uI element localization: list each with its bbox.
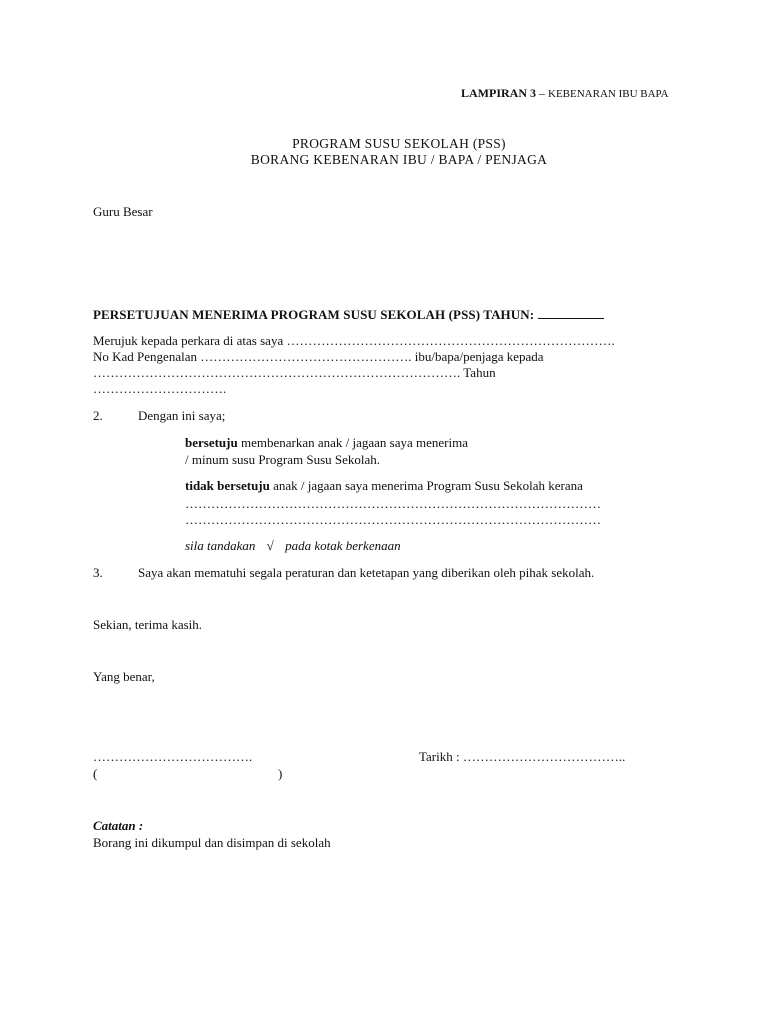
tahun-blank [538, 306, 604, 319]
section-title-text: PERSETUJUAN MENERIMA PROGRAM SUSU SEKOLAH (PSS) TAHUN: [93, 307, 538, 322]
checkmark-icon: √ [266, 538, 274, 553]
form-title-line2: BORANG KEBENARAN IBU / BAPA / PENJAGA [250, 152, 548, 167]
paragraph1-line3: …………………………………………………………………………. Tahun [93, 365, 496, 380]
yang-benar: Yang benar, [93, 669, 155, 684]
lampiran-separator: – [536, 86, 548, 100]
option-disagree-rest: anak / jagaan saya menerima Program Susu Sekolah kerana [269, 478, 583, 493]
point3-text: Saya akan mematuhi segala peraturan dan ketetapan yang diberikan oleh pihak sekolah. [138, 565, 595, 580]
paragraph1-line4: …………………………. [93, 381, 227, 396]
option-disagree-dots2: …………………………………………………………………………………… [185, 512, 601, 527]
option-agree-rest: membenarkan anak / jagaan saya menerima [237, 435, 468, 450]
paragraph1-line1: Merujuk kepada perkara di atas saya …………………………………………………………………. [93, 333, 615, 348]
tarikh-field [419, 749, 625, 765]
check-instruction-part1: sila tandakan [185, 538, 256, 553]
check-instruction-part2: pada kotak berkenaan [285, 538, 401, 553]
tarikh-label: Tarikh : [419, 749, 463, 764]
lampiran-label: LAMPIRAN 3 [461, 86, 536, 100]
name-paren-close: ) [278, 766, 283, 781]
option-agree-line2: / minum susu Program Susu Sekolah. [185, 452, 381, 467]
option-disagree-bold: tidak bersetuju [185, 478, 270, 493]
section-title [93, 306, 604, 323]
lampiran-title: KEBENARAN IBU BAPA [548, 88, 669, 100]
option-disagree-dots1: …………………………………………………………………………………… [185, 496, 601, 511]
point2-text: Dengan ini saya; [138, 408, 226, 423]
paragraph1-line2: No Kad Pengenalan …………………………………………. ibu/bapa/penjaga kepada [93, 349, 544, 364]
point3-number: 3. [93, 565, 103, 580]
point2-number: 2. [93, 408, 103, 423]
name-paren-open: ( [93, 766, 98, 781]
lampiran-header [461, 85, 669, 102]
option-agree-line1 [185, 435, 468, 451]
closing-text: Sekian, terima kasih. [93, 617, 203, 632]
catatan-label: Catatan : [93, 818, 144, 833]
tarikh-dots: ……………………………….. [462, 749, 626, 764]
signature-line: ………………………………. [93, 749, 253, 764]
check-instruction [185, 538, 401, 554]
form-title-line1: PROGRAM SUSU SEKOLAH (PSS) [292, 136, 506, 151]
option-disagree-line1 [185, 478, 583, 494]
catatan-text: Borang ini dikumpul dan disimpan di sekolah [93, 835, 331, 850]
recipient: Guru Besar [93, 204, 153, 219]
option-agree-bold: bersetuju [185, 435, 238, 450]
